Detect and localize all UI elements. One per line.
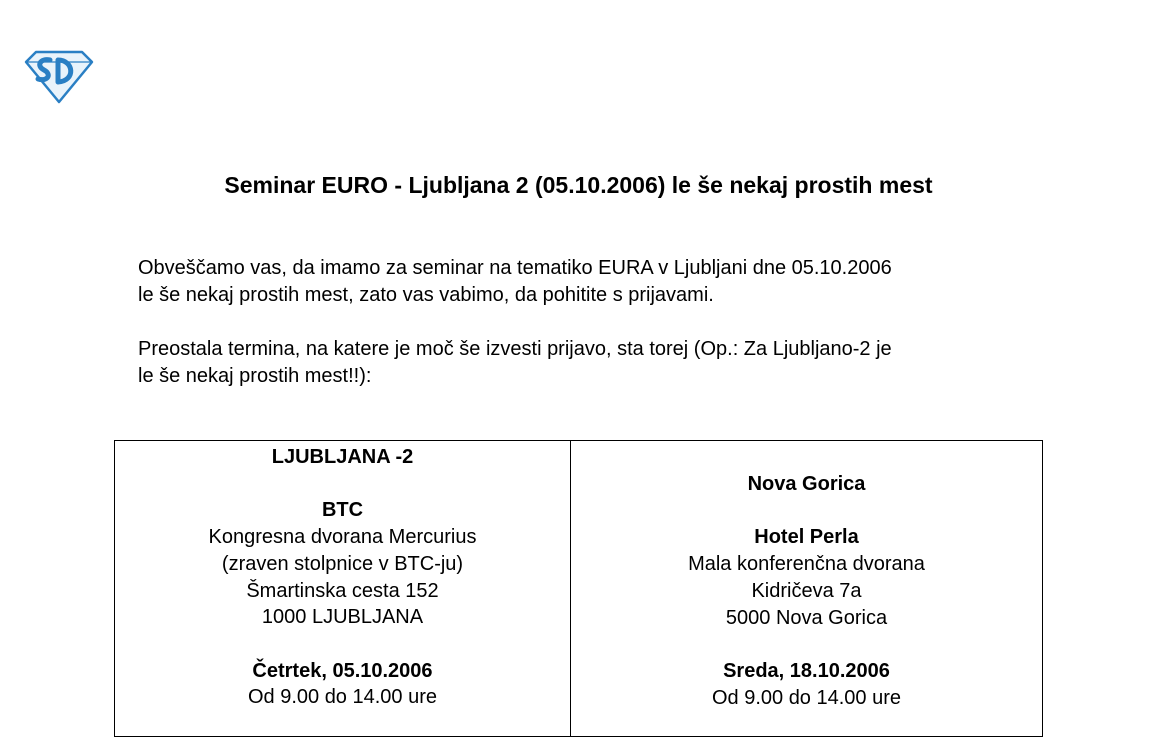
location-cell-ljubljana [115,441,571,736]
location-postal: 1000 LJUBLJANA [261,606,424,629]
location-hall: Kongresna dvorana Mercurius [208,526,477,549]
location-street: Šmartinska cesta 152 [246,579,439,602]
seminar-locations-table [114,440,1043,737]
location-city: Nova Gorica [747,473,866,495]
location-city: LJUBLJANA -2 [271,446,414,468]
location-street: Kidričeva 7a [751,579,862,602]
location-hall: Mala konferenčna dvorana [688,553,925,576]
location-venue: Hotel Perla [754,526,859,549]
spacer [571,631,1042,658]
remaining-line-2: le še nekaj prostih mest!!): [138,365,372,387]
intro-line-2: le še nekaj prostih mest, zato vas vabimo, da pohitite s prijavami. [138,284,714,306]
spacer [571,498,1042,525]
remaining-line-1: Preostala termina, na katere je moč še izvesti prijavo, sta torej (Op.: Za Ljubljano-2 je [138,338,892,360]
location-time: Od 9.00 do 14.00 ure [711,686,902,709]
location-date: Četrtek, 05.10.2006 [252,659,433,682]
remaining-dates-paragraph [138,336,1038,390]
intro-line-1: Obveščamo vas, da imamo za seminar na tematiko EURA v Ljubljani dne 05.10.2006 [138,257,892,279]
location-date: Sreda, 18.10.2006 [723,659,890,682]
location-time: Od 9.00 do 14.00 ure [247,686,438,709]
location-note: (zraven stolpnice v BTC-ju) [221,552,464,575]
spacer [115,471,570,498]
sd-diamond-logo-icon [22,48,96,104]
intro-paragraph [138,255,1038,309]
location-cell-nova-gorica [571,441,1042,736]
location-venue: BTC [321,499,364,522]
spacer [115,631,570,658]
page-title: Seminar EURO - Ljubljana 2 (05.10.2006) le še nekaj prostih mest [224,172,933,198]
location-postal: 5000 Nova Gorica [725,606,888,629]
